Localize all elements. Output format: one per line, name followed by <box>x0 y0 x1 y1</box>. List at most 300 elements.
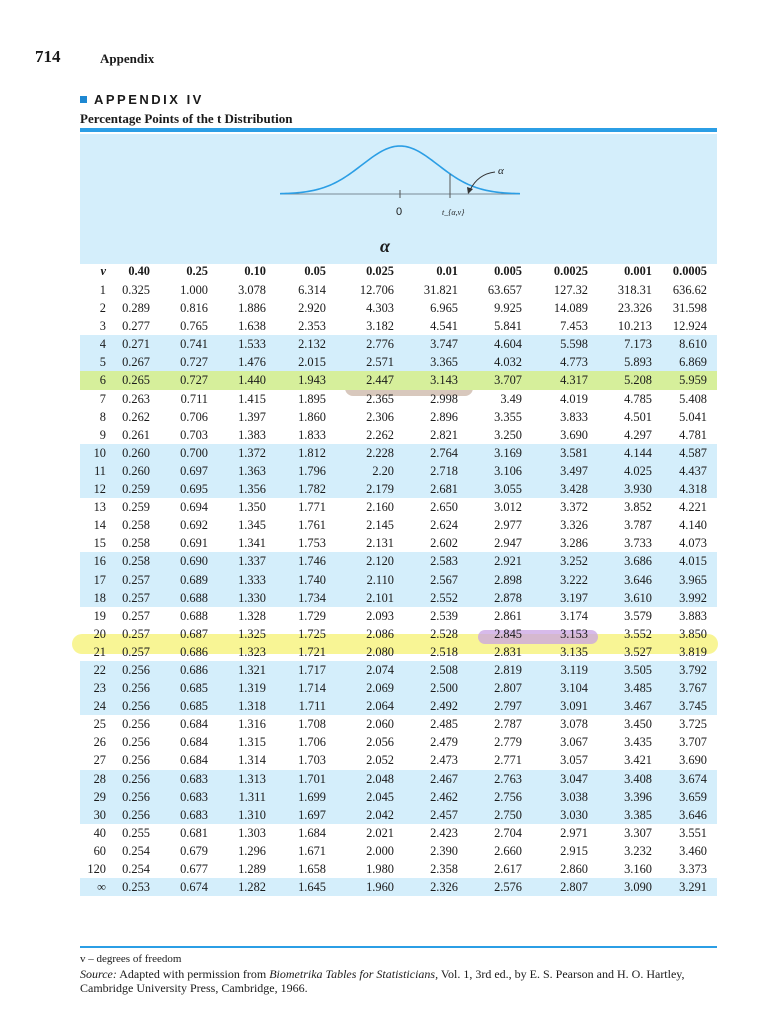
value-cell: 2.060 <box>366 717 394 732</box>
value-cell: 2.110 <box>336 571 404 589</box>
value-cell: 2.624 <box>430 518 458 533</box>
value-cell: 3.745 <box>662 697 717 715</box>
value-cell: 1.734 <box>276 589 336 607</box>
value-cell: 0.686 <box>180 644 208 659</box>
value-cell: 3.646 <box>662 806 717 824</box>
dof-cell: 9 <box>99 427 106 442</box>
value-cell: 1.782 <box>276 480 336 498</box>
column-header: 0.05 <box>304 264 326 279</box>
dof-cell: 22 <box>80 661 110 679</box>
table-row <box>80 806 717 824</box>
value-cell: 2.896 <box>430 409 458 424</box>
value-cell: 3.551 <box>679 825 707 840</box>
value-cell: 3.992 <box>662 589 717 607</box>
value-cell: 2.365 <box>366 391 394 406</box>
value-cell: 3.090 <box>598 878 662 896</box>
table-row <box>80 335 717 353</box>
value-cell: 3.385 <box>598 806 662 824</box>
value-cell: 0.685 <box>160 679 218 697</box>
value-cell: 0.256 <box>110 770 160 788</box>
value-cell: 5.408 <box>679 391 707 406</box>
value-cell: 2.479 <box>430 735 458 750</box>
value-cell: 0.257 <box>110 589 160 607</box>
value-cell: 1.321 <box>218 661 276 679</box>
value-cell: 4.773 <box>532 353 598 371</box>
value-cell: 3.467 <box>598 697 662 715</box>
value-cell: 1.330 <box>218 589 276 607</box>
value-cell: 14.089 <box>553 301 588 316</box>
value-cell: 1.315 <box>238 735 266 750</box>
value-cell: 3.460 <box>679 843 707 858</box>
value-cell: 2.807 <box>532 878 598 896</box>
value-cell: 3.581 <box>532 444 598 462</box>
value-cell: 2.650 <box>430 500 458 515</box>
top-rule <box>80 128 717 132</box>
value-cell: 1.328 <box>238 608 266 623</box>
column-header: 0.40 <box>128 264 150 279</box>
table-row <box>80 390 717 408</box>
value-cell: 0.690 <box>160 552 218 570</box>
value-cell: 5.598 <box>532 335 598 353</box>
value-cell: 8.610 <box>662 335 717 353</box>
value-cell: 2.306 <box>366 409 394 424</box>
value-cell: 0.689 <box>160 571 218 589</box>
dof-cell: 21 <box>93 644 106 659</box>
value-cell: 1.356 <box>218 480 276 498</box>
dof-cell: 60 <box>93 843 106 858</box>
value-cell: 2.861 <box>494 608 522 623</box>
value-cell: 1.289 <box>238 862 266 876</box>
value-cell: 3.365 <box>404 353 468 371</box>
value-cell: 0.257 <box>122 644 150 659</box>
value-cell: 1.746 <box>276 552 336 570</box>
table-row <box>80 408 717 426</box>
value-cell: 1.476 <box>218 353 276 371</box>
value-cell: 2.015 <box>276 353 336 371</box>
value-cell: 4.317 <box>532 371 598 389</box>
value-cell: 2.718 <box>404 462 468 480</box>
value-cell: 2.179 <box>336 480 404 498</box>
table-row <box>80 444 717 462</box>
value-cell: 3.505 <box>598 661 662 679</box>
value-cell: 2.132 <box>276 335 336 353</box>
value-cell: 0.260 <box>110 444 160 462</box>
dof-cell: 17 <box>80 571 110 589</box>
value-cell: 0.677 <box>180 862 208 876</box>
value-cell: 0.700 <box>160 444 218 462</box>
value-cell: 2.518 <box>430 644 458 659</box>
value-cell: 2.353 <box>298 319 326 334</box>
column-header: 0.10 <box>244 264 266 279</box>
value-cell: 1.325 <box>238 626 266 641</box>
value-cell: 1.310 <box>218 806 276 824</box>
value-cell: 2.915 <box>560 843 588 858</box>
value-cell: 0.694 <box>180 500 208 515</box>
value-cell: 3.552 <box>624 626 652 641</box>
value-cell: 2.660 <box>494 843 522 858</box>
value-cell: 2.797 <box>468 697 532 715</box>
value-cell: 3.355 <box>494 409 522 424</box>
value-cell: 4.073 <box>679 536 707 551</box>
value-cell: 318.31 <box>617 283 652 297</box>
table-row <box>80 824 717 842</box>
value-cell: 0.263 <box>122 391 150 406</box>
value-cell: 2.021 <box>366 825 394 840</box>
dof-cell: 40 <box>93 825 106 840</box>
value-cell: 4.604 <box>468 335 532 353</box>
value-cell: 3.119 <box>532 661 598 679</box>
value-cell: 3.690 <box>560 427 588 442</box>
value-cell: 2.539 <box>430 608 458 623</box>
value-cell: 3.222 <box>532 571 598 589</box>
value-cell: 1.729 <box>298 608 326 623</box>
value-cell: 3.135 <box>560 644 588 659</box>
dof-cell: 27 <box>93 753 106 768</box>
value-cell: 4.437 <box>662 462 717 480</box>
value-cell: 2.750 <box>468 806 532 824</box>
value-cell: 1.383 <box>238 427 266 442</box>
value-cell: 1.960 <box>336 878 404 896</box>
zero-label: 0 <box>396 206 403 218</box>
value-cell: 0.685 <box>160 697 218 715</box>
value-cell: 3.674 <box>662 770 717 788</box>
value-cell: 31.598 <box>672 301 707 316</box>
value-cell: 12.706 <box>359 283 394 297</box>
value-cell: 1.860 <box>298 409 326 424</box>
table-row <box>80 589 717 607</box>
value-cell: 0.711 <box>180 391 208 406</box>
value-cell: 3.485 <box>598 679 662 697</box>
value-cell: 7.173 <box>598 335 662 353</box>
value-cell: 2.947 <box>494 536 522 551</box>
value-cell: 0.259 <box>110 480 160 498</box>
footer-rule <box>80 946 717 948</box>
value-cell: 1.717 <box>276 661 336 679</box>
value-cell: 0.258 <box>122 536 150 551</box>
value-cell: 2.821 <box>430 427 458 442</box>
column-header: 0.005 <box>494 264 522 279</box>
value-cell: 3.160 <box>624 862 652 876</box>
value-cell: 1.363 <box>218 462 276 480</box>
value-cell: 2.160 <box>366 500 394 515</box>
value-cell: 0.258 <box>122 518 150 533</box>
table-row <box>80 317 717 335</box>
value-cell: 2.977 <box>494 518 522 533</box>
value-cell: 0.741 <box>160 335 218 353</box>
value-cell: 2.447 <box>336 371 404 389</box>
value-cell: 3.646 <box>598 571 662 589</box>
value-cell: 2.467 <box>404 770 468 788</box>
value-cell: 2.807 <box>468 679 532 697</box>
value-cell: 5.208 <box>598 371 662 389</box>
value-cell: 1.833 <box>298 427 326 442</box>
value-cell: 2.528 <box>430 626 458 641</box>
value-cell: 0.325 <box>122 283 150 297</box>
value-cell: 1.706 <box>298 735 326 750</box>
value-cell: 2.819 <box>468 661 532 679</box>
value-cell: 0.687 <box>180 626 208 641</box>
value-cell: 3.421 <box>624 753 652 768</box>
value-cell: 4.140 <box>679 518 707 533</box>
value-cell: 1.701 <box>276 770 336 788</box>
value-cell: 6.869 <box>662 353 717 371</box>
value-cell: 6.965 <box>430 301 458 316</box>
value-cell: 1.812 <box>276 444 336 462</box>
value-cell: 1.345 <box>238 518 266 533</box>
value-cell: 1.372 <box>218 444 276 462</box>
value-cell: 1.671 <box>298 843 326 858</box>
value-cell: 3.787 <box>624 518 652 533</box>
dof-cell: 29 <box>80 788 110 806</box>
value-cell: 0.688 <box>180 608 208 623</box>
value-cell: 0.256 <box>122 753 150 768</box>
value-cell: 4.318 <box>662 480 717 498</box>
value-cell: 2.485 <box>430 717 458 732</box>
appendix-heading <box>80 92 204 107</box>
value-cell: 3.767 <box>662 679 717 697</box>
value-cell: 2.704 <box>494 825 522 840</box>
dof-cell: 23 <box>80 679 110 697</box>
value-cell: 3.707 <box>468 371 532 389</box>
table-row <box>80 552 717 570</box>
value-cell: 2.120 <box>336 552 404 570</box>
value-cell: 0.289 <box>122 301 150 316</box>
dof-cell: ∞ <box>80 878 110 896</box>
value-cell: 1.771 <box>298 500 326 515</box>
column-header: 0.0005 <box>672 264 707 279</box>
value-cell: 1.761 <box>298 518 326 533</box>
value-cell: 0.260 <box>110 462 160 480</box>
table-row <box>80 299 717 317</box>
value-cell: 2.390 <box>430 843 458 858</box>
value-cell: 3.610 <box>598 589 662 607</box>
value-cell: 0.256 <box>110 697 160 715</box>
value-cell: 1.645 <box>276 878 336 896</box>
value-cell: 2.423 <box>430 825 458 840</box>
value-cell: 3.030 <box>532 806 598 824</box>
heading-square-icon <box>80 96 87 103</box>
value-cell: 3.174 <box>560 608 588 623</box>
value-cell: 1.703 <box>298 753 326 768</box>
value-cell: 2.000 <box>366 843 394 858</box>
value-cell: 2.074 <box>336 661 404 679</box>
dof-cell: 14 <box>93 518 106 533</box>
value-cell: 3.078 <box>560 717 588 732</box>
value-cell: 3.792 <box>662 661 717 679</box>
value-cell: 2.602 <box>430 536 458 551</box>
dof-cell: 7 <box>99 391 106 406</box>
dof-cell: 30 <box>80 806 110 824</box>
table-row <box>80 534 717 552</box>
value-cell: 4.221 <box>679 500 707 515</box>
value-cell: 0.681 <box>180 825 208 840</box>
value-cell: 0.261 <box>122 427 150 442</box>
value-cell: 3.733 <box>624 536 652 551</box>
dof-cell: 15 <box>93 536 106 551</box>
value-cell: 3.078 <box>238 283 266 297</box>
value-cell: 2.779 <box>494 735 522 750</box>
value-cell: 1.319 <box>218 679 276 697</box>
value-cell: 3.012 <box>494 500 522 515</box>
value-cell: 3.047 <box>532 770 598 788</box>
table-row <box>80 607 717 625</box>
value-cell: 2.101 <box>336 589 404 607</box>
value-cell: 3.286 <box>560 536 588 551</box>
value-cell: 2.571 <box>336 353 404 371</box>
value-cell: 2.971 <box>560 825 588 840</box>
value-cell: 1.697 <box>276 806 336 824</box>
value-cell: 3.833 <box>560 409 588 424</box>
value-cell: 127.32 <box>553 283 588 297</box>
table-row <box>80 371 717 389</box>
value-cell: 3.373 <box>679 862 707 876</box>
value-cell: 1.684 <box>298 825 326 840</box>
value-cell: 1.282 <box>218 878 276 896</box>
value-cell: 0.684 <box>180 753 208 768</box>
value-cell: 2.552 <box>404 589 468 607</box>
value-cell: 2.457 <box>404 806 468 824</box>
value-cell: 23.326 <box>617 301 652 316</box>
value-cell: 2.093 <box>366 608 394 623</box>
value-cell: 3.707 <box>679 735 707 750</box>
value-cell: 2.145 <box>366 518 394 533</box>
table-row <box>80 697 717 715</box>
value-cell: 2.845 <box>494 626 522 641</box>
value-cell: 0.267 <box>110 353 160 371</box>
value-cell: 2.462 <box>404 788 468 806</box>
table-row <box>80 462 717 480</box>
value-cell: 1.886 <box>238 301 266 316</box>
value-cell: 3.497 <box>532 462 598 480</box>
value-cell: 4.032 <box>468 353 532 371</box>
value-cell: 0.258 <box>110 552 160 570</box>
value-cell: 3.930 <box>598 480 662 498</box>
alpha-header-band <box>80 232 717 264</box>
dof-cell: 1 <box>99 283 106 297</box>
value-cell: 0.256 <box>122 717 150 732</box>
value-cell: 0.697 <box>160 462 218 480</box>
value-cell: 3.291 <box>662 878 717 896</box>
value-cell: 2.048 <box>336 770 404 788</box>
value-cell: 1.895 <box>298 391 326 406</box>
value-cell: 1.980 <box>366 862 394 876</box>
value-cell: 1.711 <box>276 697 336 715</box>
value-cell: 0.686 <box>160 661 218 679</box>
value-cell: 3.232 <box>624 843 652 858</box>
dof-cell: 24 <box>80 697 110 715</box>
value-cell: 3.182 <box>366 319 394 334</box>
source-text-pre: Adapted with permission from <box>116 966 270 981</box>
column-header: 0.001 <box>624 264 652 279</box>
value-cell: 4.297 <box>624 427 652 442</box>
value-cell: 0.265 <box>110 371 160 389</box>
value-cell: 3.725 <box>679 717 707 732</box>
value-cell: 0.255 <box>122 825 150 840</box>
dof-cell: 28 <box>80 770 110 788</box>
value-cell: 0.271 <box>110 335 160 353</box>
value-cell: 2.567 <box>404 571 468 589</box>
value-cell: 2.358 <box>430 862 458 876</box>
value-cell: 63.657 <box>487 283 522 297</box>
value-cell: 2.131 <box>366 536 394 551</box>
value-cell: 4.144 <box>598 444 662 462</box>
page-number: 714 <box>35 47 61 66</box>
value-cell: 3.450 <box>624 717 652 732</box>
table-row <box>80 788 717 806</box>
value-cell: 4.015 <box>662 552 717 570</box>
value-cell: 0.765 <box>180 319 208 334</box>
value-cell: 3.690 <box>679 753 707 768</box>
value-cell: 1.658 <box>298 862 326 876</box>
value-cell: 3.326 <box>560 518 588 533</box>
dof-cell: 25 <box>93 717 106 732</box>
value-cell: 4.025 <box>598 462 662 480</box>
value-cell: 0.254 <box>122 862 150 876</box>
dof-cell: 8 <box>99 409 106 424</box>
table-title: Percentage Points of the t Distribution <box>80 111 293 126</box>
value-cell: 3.819 <box>679 644 707 659</box>
table-row <box>80 353 717 371</box>
value-cell: 2.681 <box>404 480 468 498</box>
value-cell: 2.20 <box>336 462 404 480</box>
value-cell: 2.045 <box>336 788 404 806</box>
dof-cell: 4 <box>80 335 110 353</box>
value-cell: 3.104 <box>532 679 598 697</box>
value-cell: 0.256 <box>110 788 160 806</box>
value-cell: 1.440 <box>218 371 276 389</box>
value-cell: 3.850 <box>679 626 707 641</box>
source-label: Source: <box>80 966 117 981</box>
value-cell: 1.311 <box>218 788 276 806</box>
value-cell: 3.067 <box>560 735 588 750</box>
dof-cell: 16 <box>80 552 110 570</box>
value-cell: 0.683 <box>160 806 218 824</box>
table-row <box>80 842 717 860</box>
source-book: Biometrika Tables for Statisticians, <box>269 966 439 981</box>
value-cell: 5.893 <box>598 353 662 371</box>
value-cell: 1.725 <box>298 626 326 641</box>
value-cell: 2.860 <box>560 862 588 876</box>
value-cell: 2.756 <box>468 788 532 806</box>
value-cell: 1.397 <box>238 409 266 424</box>
value-cell: 1.316 <box>238 717 266 732</box>
value-cell: 2.576 <box>468 878 532 896</box>
value-cell: 1.638 <box>238 319 266 334</box>
value-cell: 3.153 <box>560 626 588 641</box>
table-row <box>80 679 717 697</box>
appendix-label: APPENDIX IV <box>94 92 204 107</box>
table-row <box>80 860 717 878</box>
table-row <box>80 498 717 516</box>
column-header-row <box>80 262 717 281</box>
t-distribution-table <box>80 262 717 896</box>
value-cell: 2.831 <box>494 644 522 659</box>
t-alpha-nu-label: t_{α,v} <box>442 208 465 217</box>
value-cell: 1.350 <box>238 500 266 515</box>
value-cell: 0.692 <box>180 518 208 533</box>
value-cell: 2.920 <box>298 301 326 316</box>
value-cell: 4.541 <box>430 319 458 334</box>
value-cell: 3.435 <box>624 735 652 750</box>
value-cell: 3.408 <box>598 770 662 788</box>
dof-cell: 12 <box>80 480 110 498</box>
value-cell: 3.307 <box>624 825 652 840</box>
value-cell: 1.296 <box>238 843 266 858</box>
value-cell: 1.721 <box>298 644 326 659</box>
table-row <box>80 426 717 444</box>
table-row <box>80 516 717 534</box>
value-cell: 3.197 <box>532 589 598 607</box>
